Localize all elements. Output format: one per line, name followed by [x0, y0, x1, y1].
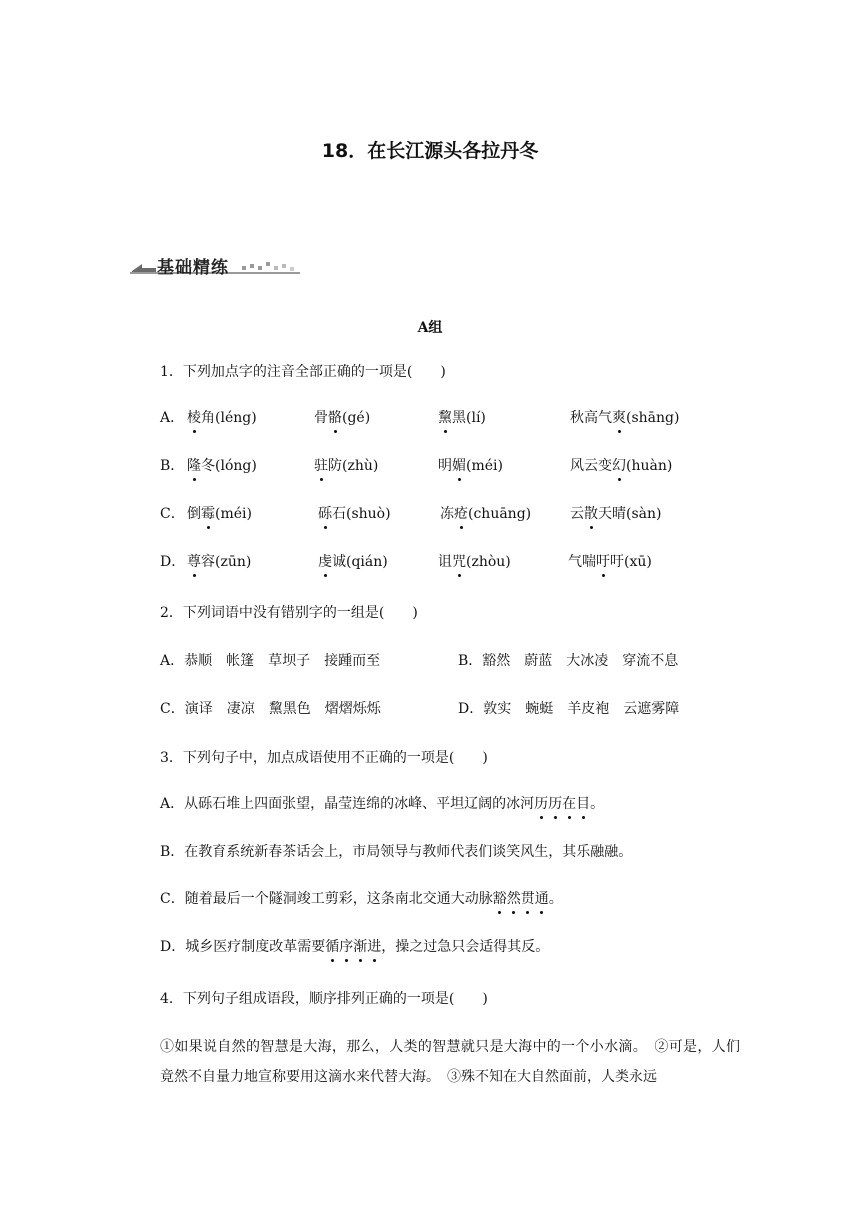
option-word: 黧黑(lí) — [438, 410, 486, 426]
option-word: 明媚(méi) — [438, 458, 503, 474]
option-word: 骨骼(gé) — [314, 410, 371, 426]
option-word: 砾石(shuò) — [318, 506, 391, 522]
q3-option-d: D．城乡医疗制度改革需要循序渐进，操之过急只会适得其反。 — [160, 939, 550, 955]
q4-stem: 4．下列句子组成语段，顺序排列正确的一项是( ) — [160, 991, 488, 1007]
q3-stem: 3．下列句子中，加点成语使用不正确的一项是( ) — [160, 750, 488, 766]
option-letter: A． — [160, 410, 185, 426]
option-letter: B． — [160, 458, 185, 474]
q2-option-a: A．恭顺 帐篷 草坝子 接踵而至 — [160, 653, 381, 669]
option-word: 虔诚(qián) — [318, 554, 388, 570]
q3-option-c: C．随着最后一个隧洞竣工剪彩，这条南北交通大动脉豁然贯通。 — [160, 891, 563, 907]
q3-option-a: A．从砾石堆上四面张望，晶莹连绵的冰峰、平坦辽阔的冰河历历在目。 — [160, 796, 605, 812]
option-letter: D． — [160, 554, 186, 570]
q2-option-b: B．豁然 蔚蓝 大冰凌 穿流不息 — [458, 653, 679, 669]
group-label: A组 — [417, 320, 443, 336]
q2-option-d: D．敦实 蜿蜓 羊皮袍 云遮雾障 — [458, 701, 680, 717]
q1-stem: 1．下列加点字的注音全部正确的一项是( ) — [160, 364, 446, 380]
option-word: 驻防(zhù) — [314, 458, 379, 474]
q2-option-c: C．演译 凄凉 黧黑色 熠熠烁烁 — [160, 701, 381, 717]
option-word: 隆冬(lóng) — [187, 458, 257, 474]
option-letter: C． — [160, 506, 185, 522]
option-word: 气喘吁吁(xū) — [568, 554, 652, 570]
q2-stem: 2．下列词语中没有错别字的一组是( ) — [160, 605, 418, 621]
option-word: 冻疮(chuāng) — [440, 506, 532, 522]
option-word: 风云变幻(huàn) — [570, 458, 673, 474]
option-word: 诅咒(zhòu) — [438, 554, 511, 570]
section-banner — [130, 252, 300, 278]
option-word: 倒霉(méi) — [187, 506, 252, 522]
q3-option-b: B．在教育系统新春茶话会上，市局领导与教师代表们谈笑风生，其乐融融。 — [160, 844, 633, 860]
q4-passage: ①如果说自然的智慧是大海，那么，人类的智慧就只是大海中的一个小水滴。 ②可是，人们竟然不自量力地宣称要用这滴水来代替大海。 ③殊不知在大自然面前，人类永远 — [160, 1039, 740, 1085]
option-word: 云散天晴(sàn) — [570, 506, 662, 522]
option-word: 秋高气爽(shāng) — [570, 410, 680, 426]
option-word: 尊容(zūn) — [187, 554, 252, 570]
option-word: 棱角(léng) — [187, 410, 257, 426]
banner-label: 基础精练 — [157, 258, 229, 278]
page-title: 18．在长江源头各拉丹冬 — [321, 140, 539, 162]
